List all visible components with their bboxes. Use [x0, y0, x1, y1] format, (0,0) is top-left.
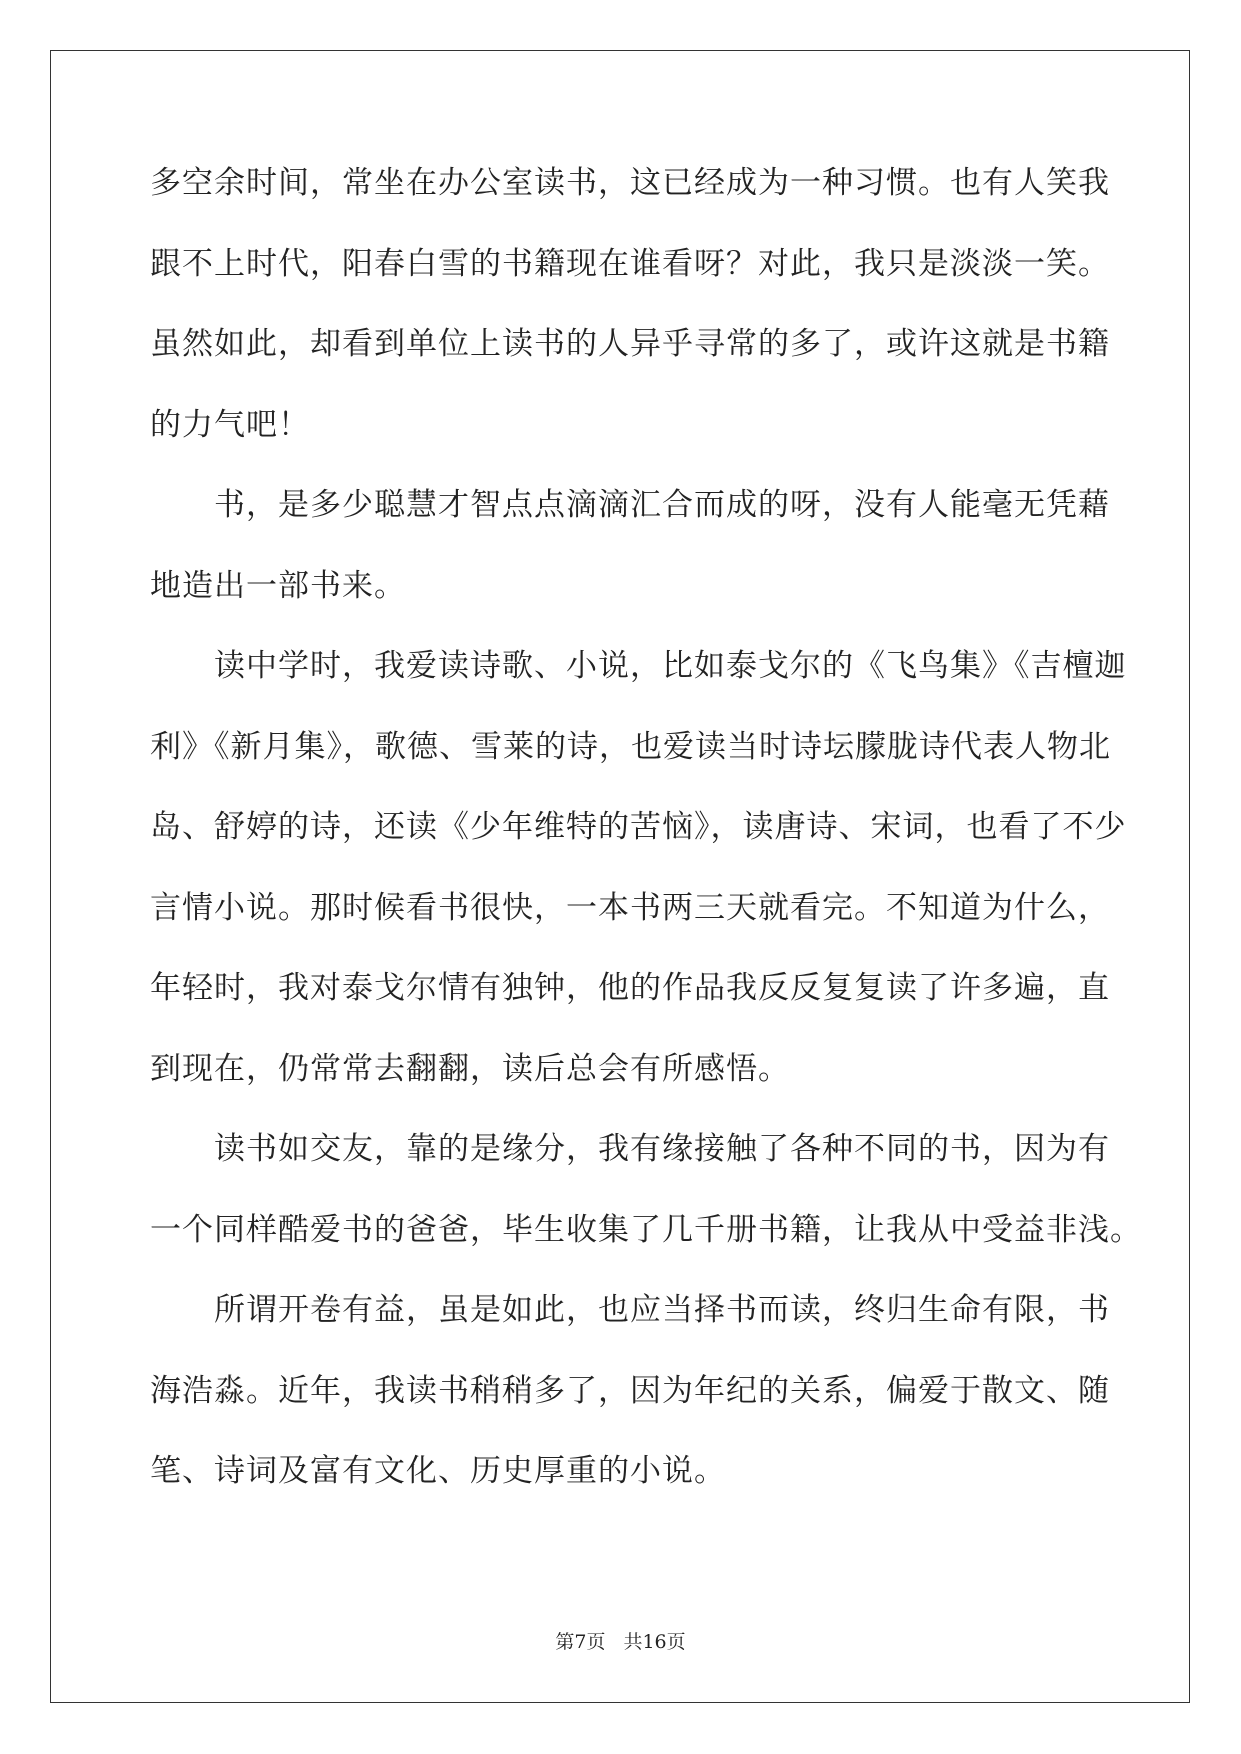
text-line: 跟不上时代，阳春白雪的书籍现在谁看呀？对此，我只是淡淡一笑。	[150, 245, 1110, 282]
text-line: 言情小说。那时候看书很快，一本书两三天就看完。不知道为什么，	[150, 889, 1110, 926]
text-line: 利》《新月集》，歌德、雪莱的诗，也爱读当时诗坛朦胧诗代表人物北	[150, 728, 1111, 765]
paragraph-start-line: 读中学时，我爱读诗歌、小说，比如泰戈尔的《飞鸟集》《吉檀迦	[214, 648, 1127, 684]
page-total: 共16页	[623, 1631, 686, 1653]
paragraph-start-line: 读书如交友，靠的是缘分，我有缘接触了各种不同的书，因为有	[214, 1131, 1110, 1167]
paragraph-start-line: 书，是多少聪慧才智点点滴滴汇合而成的呀，没有人能毫无凭藉	[214, 487, 1110, 523]
text-line: 笔、诗词及富有文化、历史厚重的小说。	[150, 1453, 726, 1489]
text-line: 海浩淼。近年，我读书稍稍多了，因为年纪的关系，偏爱于散文、随	[150, 1372, 1110, 1409]
text-line: 虽然如此，却看到单位上读书的人异乎寻常的多了，或许这就是书籍	[150, 326, 1110, 362]
text-line: 到现在，仍常常去翻翻，读后总会有所感悟。	[150, 1050, 790, 1087]
page-number: 第7页	[555, 1631, 606, 1653]
text-line: 年轻时，我对泰戈尔情有独钟，他的作品我反反复复读了许多遍，直	[150, 970, 1110, 1006]
text-line: 的力气吧！	[150, 406, 310, 443]
text-line: 一个同样酷爱书的爸爸，毕生收集了几千册书籍，让我从中受益非浅。	[150, 1211, 1142, 1248]
text-line: 地造出一部书来。	[150, 567, 406, 604]
text-line: 岛、舒婷的诗，还读《少年维特的苦恼》，读唐诗、宋词，也看了不少	[150, 809, 1127, 845]
document-body	[150, 161, 1142, 1530]
paragraph-start-line: 所谓开卷有益，虽是如此，也应当择书而读，终归生命有限，书	[214, 1292, 1110, 1328]
page-footer	[0, 1627, 1241, 1654]
text-line: 多空余时间，常坐在办公室读书，这已经成为一种习惯。也有人笑我	[150, 165, 1110, 201]
